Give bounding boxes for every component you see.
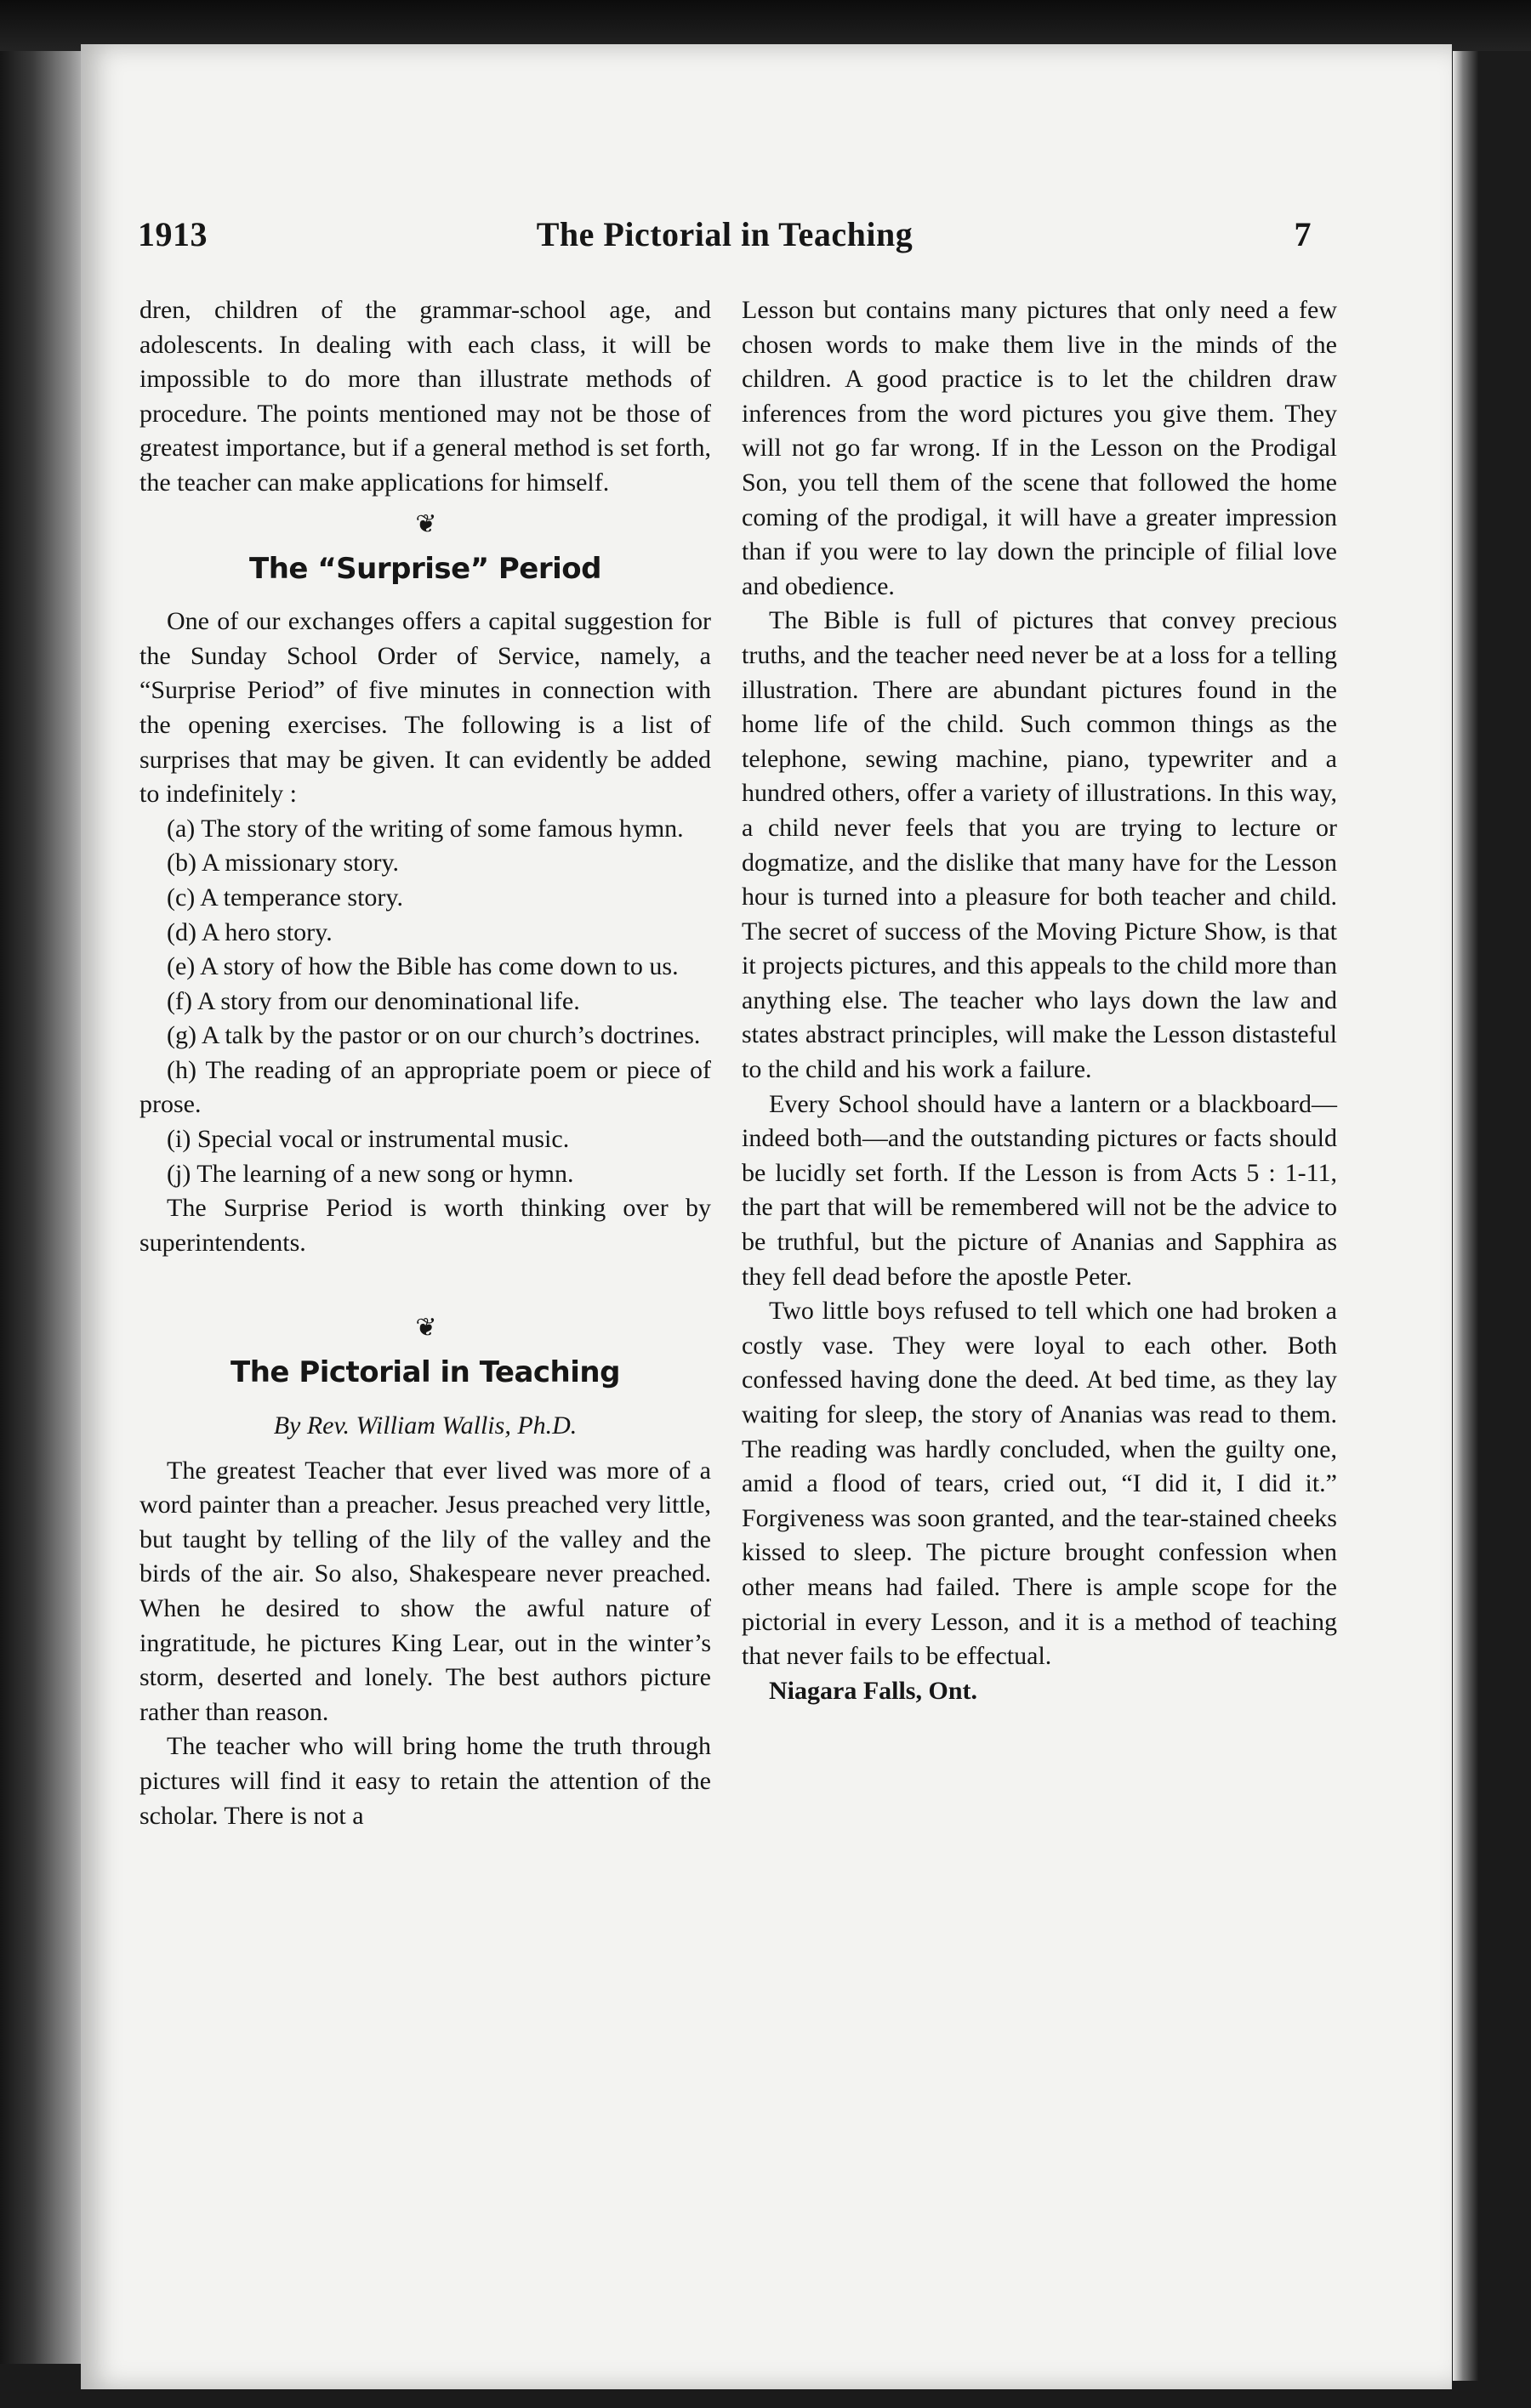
- list-item: (h) The reading of an appropriate poem or piece of prose.: [139, 1055, 711, 1119]
- list-item: (a) The story of the writing of some famous hymn.: [167, 814, 684, 843]
- list-item: (e) A story of how the Bible has come down to us.: [167, 952, 679, 981]
- section-spacer: [139, 1260, 711, 1304]
- surprise-list: [139, 812, 711, 1192]
- left-column: [139, 293, 711, 1833]
- article-paragraph-lantern: Every School should have a lantern or a blackboard—indeed both—and the outstanding pictures or facts should be lucidly set forth. If the Lesson is from Acts 5 : 1-11, the part that will be remembered will not be the advice to be truthful, but the picture of Ananias and Sapphira as they fell dead before the apostle Peter.: [742, 1089, 1337, 1291]
- running-head-year: 1913: [138, 215, 208, 253]
- book-spine-shadow: [0, 51, 94, 2364]
- article-byline: By Rev. William Wallis, Ph.D.: [273, 1411, 578, 1440]
- leaf-ornament-icon: ❦: [415, 509, 435, 538]
- leaf-ornament-icon: ❦: [415, 1314, 435, 1343]
- article-sign-off: Niagara Falls, Ont.: [769, 1676, 977, 1705]
- running-head-title: The Pictorial in Teaching: [536, 215, 913, 253]
- page-edge-shadow: [1453, 51, 1478, 2381]
- list-item: (i) Special vocal or instrumental music.: [167, 1125, 570, 1154]
- article-paragraph-1: The greatest Teacher that ever lived was more of a word painter than a preacher. Jesus preached very little, but taught by telling of the lily of the valley and the birds of the air. So also, Shakespeare never preached. When he desired to show the awful nature of ingratitude, he pictures King Lear, out in the winter’s storm, deserted and lonely. The best authors picture rather than reason.: [139, 1456, 711, 1726]
- list-item: (c) A temperance story.: [167, 883, 403, 912]
- list-item: (b) A missionary story.: [167, 849, 400, 877]
- scan-background-top: [0, 0, 1531, 51]
- article-paragraph-two-boys: Two little boys refused to tell which one had broken a costly vase. They were loyal to each other. Both confessed having done the deed. At bed time, as they lay waiting for sleep, the story of Ananias was read to them. The reading was hardly concluded, when the guilty one, amid a flood of tears, cried out, “I did it, I did it.” Forgiveness was soon granted, and the tear-stained cheeks kissed to sleep. The picture brought confession when other means had failed. There is ample scope for the pictorial in every Lesson, and it is a method of teaching that never fails to be effectual.: [742, 1297, 1337, 1671]
- list-item: (j) The learning of a new song or hymn.: [167, 1159, 574, 1188]
- surprise-closing-paragraph: The Surprise Period is worth thinking over by superintendents.: [139, 1194, 711, 1257]
- intro-paragraph: dren, children of the grammar-school age, and adolescents. In dealing with each class, it will be impossible to do more than illustrate methods of procedure. The points mentioned may not be those of greatest importance, but if a general method is set forth, the teacher can make applications for himself.: [139, 296, 711, 497]
- surprise-period-heading: The “Surprise” Period: [249, 551, 601, 586]
- article-heading: The Pictorial in Teaching: [231, 1355, 620, 1390]
- list-item: (g) A talk by the pastor or on our church’s doctrines.: [167, 1021, 701, 1050]
- article-paragraph-continued: Lesson but contains many pictures that only need a few chosen words to make them live in the minds of the children. A good practice is to let the children draw inferences from the word pictures you give them. They will not go far wrong. If in the Lesson on the Prodigal Son, you tell them of the scene that followed the home coming of the prodigal, it will have a greater impression than if you were to lay down the principle of filial love and obedience.: [742, 296, 1337, 600]
- article-paragraph-bible: The Bible is full of pictures that convey precious truths, and the teacher need never be at a loss for a telling illustration. There are abundant pictures found in the home life of the child. Such common things as the telephone, sewing machine, piano, typewriter and a hundred others, offer a variety of illustrations. In this way, a child never feels that you are trying to lecture or dogmatize, and the dislike that many have for the Lesson hour is turned into a pleasure for both teacher and child. The secret of success of the Moving Picture Show, is that it projects pictures, and this appeals to the child more than anything else. The teacher who lays down the law and states abstract principles, will make the Lesson distasteful to the child and his work a failure.: [742, 606, 1337, 1084]
- page-number: 7: [1294, 215, 1312, 253]
- right-column: [742, 293, 1337, 1708]
- list-item: (d) A hero story.: [167, 917, 333, 946]
- article-paragraph-2: The teacher who will bring home the truth through pictures will find it easy to retain the attention of the scholar. There is not a: [139, 1732, 711, 1830]
- surprise-intro-paragraph: One of our exchanges offers a capital suggestion for the Sunday School Order of Service, namely, a “Surprise Period” of five minutes in connection with the opening exercises. The following is a list of surprises that may be given. It can evidently be added to indefinitely :: [139, 607, 711, 809]
- running-head: [138, 214, 1312, 265]
- list-item: (f) A story from our denominational life.: [167, 986, 580, 1015]
